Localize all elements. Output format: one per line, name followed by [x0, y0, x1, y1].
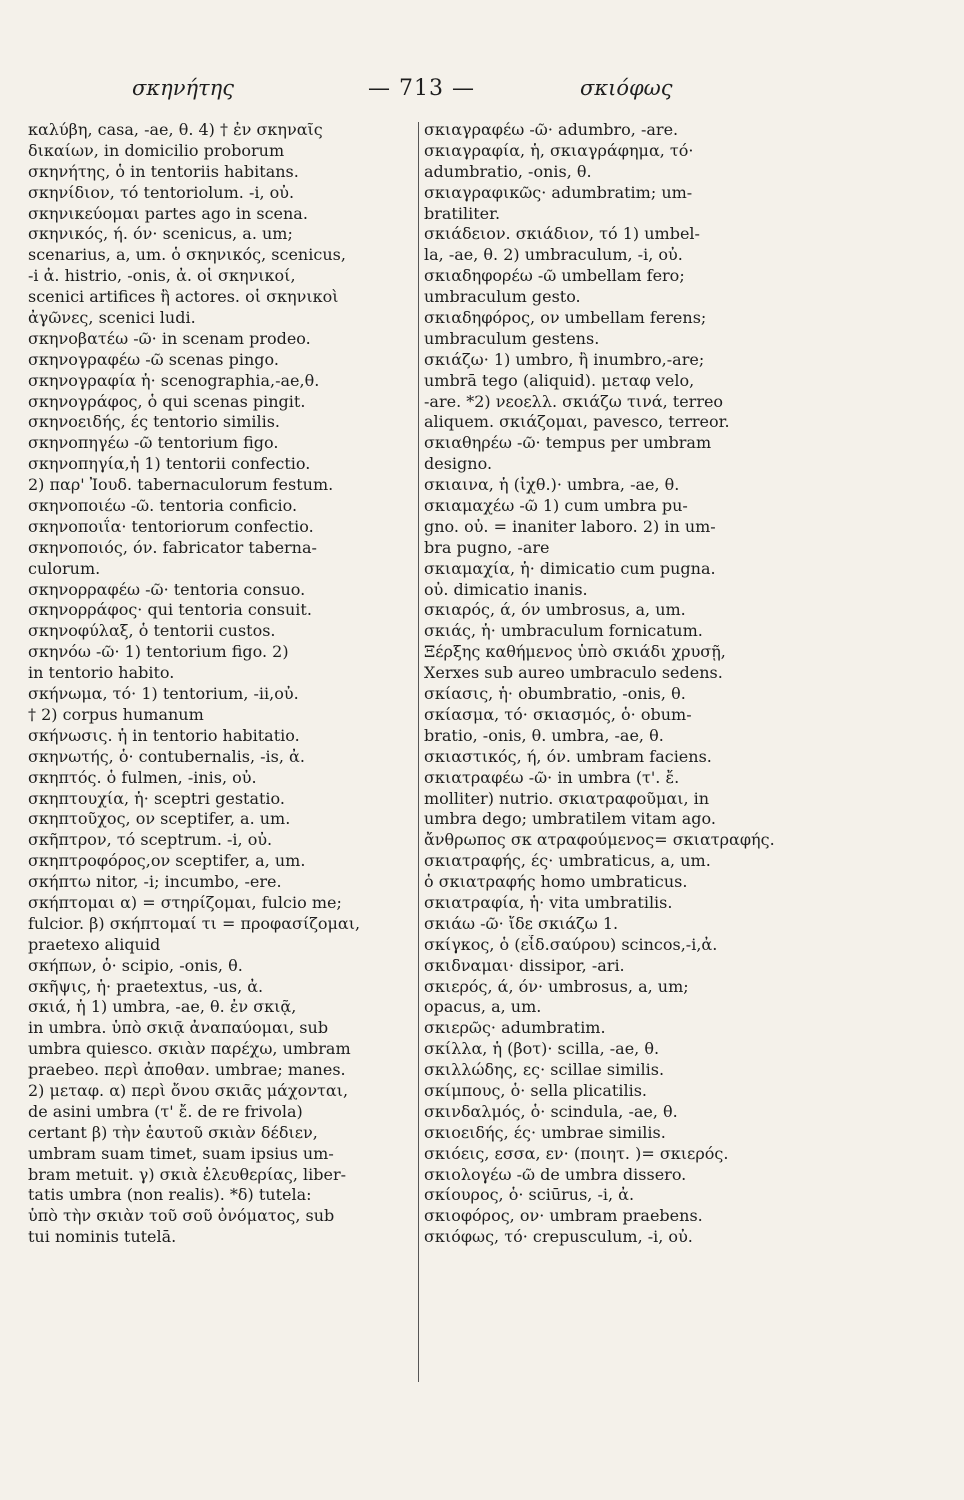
- entry-line: σκιαγραφία, ἡ, σκιαγράφημα, τό·: [424, 140, 694, 160]
- entry-line: σκιαμαχέω -ῶ 1) cum umbra pu-: [424, 496, 688, 516]
- entry-line: σκίλλα, ἡ (βοτ)· scilla, -ae, θ.: [424, 1039, 660, 1059]
- entry-line: la, -ae, θ. 2) umbraculum, -i, οὐ.: [424, 245, 683, 265]
- entry-line: σκιαγραφέω -ῶ· adumbro, -are.: [424, 120, 679, 139]
- entry-line: σκιά, ἡ 1) umbra, -ae, θ. ἐν σκιᾷ,: [28, 997, 297, 1017]
- entry-line: σκιατραφέω -ῶ· in umbra (τ'. ἔ.: [424, 767, 680, 787]
- entry-line: σκήνωμα, τό· 1) tentorium, -ii,οὐ.: [28, 684, 299, 704]
- entry-line: umbrā tego (aliquid). μεταφ velo,: [424, 370, 695, 390]
- entry-line: σκήπων, ὁ· scipio, -onis, θ.: [28, 955, 243, 975]
- entry-line: σκηνωτής, ὁ· contubernalis, -is, ἀ.: [28, 746, 305, 766]
- entry-line: 2) μεταφ. α) περὶ ὄνου σκιᾶς μάχονται,: [28, 1080, 349, 1100]
- entry-line: σκηνοφύλαξ, ὁ tentorii custos.: [28, 621, 276, 641]
- entry-line: culorum.: [28, 558, 101, 578]
- entry-line: δικαίων, in domicilio proborum: [28, 140, 285, 160]
- entry-line: 2) παρ' Ἰουδ. tabernaculorum festum.: [28, 475, 334, 495]
- entry-line: σκηνοποιέω -ῶ. tentoria conficio.: [28, 496, 298, 516]
- entry-line: σκιαγραφικῶς· adumbratim; um-: [424, 182, 693, 202]
- entry-line: σκηνοβατέω -ῶ· in scenam prodeo.: [28, 328, 311, 348]
- entry-line: opacus, a, um.: [424, 997, 542, 1017]
- entry-line: aliquem. σκιάζομαι, pavesco, terreor.: [424, 412, 730, 432]
- entry-line: σκηνοπηγέω -ῶ tentorium figo.: [28, 433, 279, 453]
- entry-line: σκιοειδής, ές· umbrae similis.: [424, 1122, 666, 1142]
- entry-line: σκηπτοῦχος, ον sceptifer, a. um.: [28, 809, 291, 829]
- entry-line: σκιαστικός, ή, όν. umbram faciens.: [424, 746, 712, 766]
- entry-line: σκηπτουχία, ἡ· sceptri gestatio.: [28, 788, 285, 808]
- entry-line: σκηνικεύομαι partes ago in scena.: [28, 203, 308, 223]
- entry-line: σκηνήτης, ὁ in tentoriis habitans.: [28, 161, 299, 181]
- entry-line: σκιατραφία, ἡ· vita umbratilis.: [424, 892, 673, 912]
- entry-line: σκιατραφής, ές· umbraticus, a, um.: [424, 851, 711, 871]
- entry-line: σκιόεις, εσσα, εν· (ποιητ. )= σκιερός.: [424, 1143, 729, 1163]
- entry-line: σκιερός, ά, όν· umbrosus, a, um;: [424, 976, 689, 996]
- entry-line: designo.: [424, 454, 493, 474]
- entry-line: σκιαδηφορέω -ῶ umbellam fero;: [424, 266, 685, 286]
- entry-line: σκηνογραφία ἡ· scenographia,-ae,θ.: [28, 370, 320, 390]
- entry-line: ὁ σκιατραφής homo umbraticus.: [424, 872, 688, 892]
- entry-line: σκηνοποιός, όν. fabricator taberna-: [28, 537, 317, 557]
- entry-line: σκηνοποιΐα· tentoriorum confectio.: [28, 516, 314, 536]
- entry-line: σκῆψις, ἡ· praetextus, -us, ἀ.: [28, 976, 264, 996]
- entry-line: σκιδναμαι· dissipor, -ari.: [424, 955, 625, 975]
- entry-line: Ξέρξης καθήμενος ὑπὸ σκιάδι χρυσῇ,: [424, 642, 726, 662]
- entry-line: umbra quiesco. σκιὰν παρέχω, umbram: [28, 1039, 351, 1059]
- entry-line: σκιάδειον. σκιάδιον, τό 1) umbel-: [424, 224, 700, 244]
- entry-line: de asini umbra (τ' ἔ. de re frivola): [28, 1101, 303, 1121]
- entry-line: σκιάζω· 1) umbro, ἢ inumbro,-are;: [424, 349, 705, 369]
- entry-line: σκίγκος, ὁ (εἶδ.σαύρου) scincos,-i,ἀ.: [424, 934, 718, 954]
- entry-line: σκηνίδιον, τό tentoriolum. -i, οὐ.: [28, 182, 295, 202]
- entry-line: σκινδαλμός, ὁ· scindula, -ae, θ.: [424, 1101, 678, 1121]
- entry-line: σκηνορραφέω -ῶ· tentoria consuo.: [28, 579, 306, 599]
- entry-line: fulcior. β) σκήπτομαί τι = προφασίζομαι,: [28, 913, 361, 933]
- entry-line: σκηνοπηγία,ἡ 1) tentorii confectio.: [28, 454, 311, 474]
- entry-line: σκηνορράφος· qui tentoria consuit.: [28, 600, 312, 620]
- entry-line: σκιερῶς· adumbratim.: [424, 1018, 606, 1038]
- entry-line: σκιαρός, ά, όν umbrosus, a, um.: [424, 600, 686, 620]
- entry-line: umbram suam timet, suam ipsius um-: [28, 1143, 334, 1163]
- right-column: [424, 120, 816, 1248]
- entry-line: σκιαδηφόρος, ον umbellam ferens;: [424, 308, 707, 328]
- entry-line: ὑπὸ τὴν σκιὰν τοῦ σοῦ ὀνόματος, sub: [28, 1206, 335, 1226]
- entry-line: umbra dego; umbratilem vitam ago.: [424, 809, 716, 829]
- entry-line: certant β) τὴν ἑαυτοῦ σκιὰν δέδιεν,: [28, 1122, 318, 1142]
- page-number: — 713 —: [368, 76, 475, 101]
- entry-line: praetexo aliquid: [28, 934, 161, 954]
- header-last-word: σκιόφως: [580, 76, 673, 100]
- entry-line: σκιαινα, ἡ (ἰχθ.)· umbra, -ae, θ.: [424, 475, 680, 495]
- entry-line: σκηνικός, ή. όν· scenicus, a. um;: [28, 224, 293, 244]
- entry-line: σκηνογραφέω -ῶ scenas pingo.: [28, 349, 279, 369]
- entry-line: σκιολογέω -ῶ de umbra dissero.: [424, 1164, 687, 1184]
- entry-line: σκιάω -ῶ· ἴδε σκιάζω 1.: [424, 913, 619, 933]
- entry-line: οὐ. dimicatio inanis.: [424, 579, 588, 599]
- running-head: [0, 76, 964, 110]
- entry-line: tui nominis tutelā.: [28, 1227, 177, 1247]
- left-column: [28, 120, 416, 1248]
- column-divider: [418, 122, 419, 1382]
- entry-line: σκιαθηρέω -ῶ· tempus per umbram: [424, 433, 712, 453]
- entry-line: ἀγῶνες, scenici ludi.: [28, 308, 196, 328]
- entry-line: σκήπτω nitor, -i; incumbo, -ere.: [28, 872, 282, 892]
- entry-line: σκιαμαχία, ἡ· dimicatio cum pugna.: [424, 558, 716, 578]
- entry-line: σκίουρος, ὁ· sciūrus, -i, ἀ.: [424, 1185, 635, 1205]
- entry-line: tatis umbra (non realis). *δ) tutela:: [28, 1185, 312, 1205]
- entry-line: umbraculum gestens.: [424, 328, 600, 348]
- entry-line: bra pugno, -are: [424, 537, 550, 557]
- entry-line: καλύβη, casa, -ae, θ. 4) † ἐν σκηναῖς: [28, 120, 323, 139]
- entry-line: gno. οὐ. = inaniter laboro. 2) in um-: [424, 516, 716, 536]
- header-first-word: σκηνήτης: [132, 76, 234, 100]
- entry-line: σκηνογράφος, ὁ qui scenas pingit.: [28, 391, 306, 411]
- entry-line: in tentorio habito.: [28, 663, 175, 683]
- entry-line: molliter) nutrio. σκιατραφοῦμαι, in: [424, 788, 710, 808]
- entry-line: bratiliter.: [424, 203, 501, 223]
- entry-line: -i ἀ. histrio, -onis, ἀ. οἱ σκηνικοί,: [28, 266, 296, 286]
- entry-line: σκιάς, ἡ· umbraculum fornicatum.: [424, 621, 703, 641]
- entry-line: σκηνόω -ῶ· 1) tentorium figo. 2): [28, 642, 289, 662]
- entry-line: σκιοφόρος, ον· umbram praebens.: [424, 1206, 703, 1226]
- entry-line: praebeo. περὶ ἀποθαν. umbrae; manes.: [28, 1060, 346, 1080]
- entry-line: -are. *2) νεοελλ. σκιάζω τινά, terreo: [424, 391, 724, 411]
- entry-line: σκίμπους, ὁ· sella plicatilis.: [424, 1080, 647, 1100]
- entry-line: adumbratio, -onis, θ.: [424, 161, 592, 181]
- entry-line: scenarius, a, um. ὁ σκηνικός, scenicus,: [28, 245, 346, 265]
- entry-line: σκήπτομαι α) = στηρίζομαι, fulcio me;: [28, 892, 342, 912]
- entry-line: σκιόφως, τό· crepusculum, -i, οὐ.: [424, 1227, 693, 1247]
- entry-line: in umbra. ὑπὸ σκιᾷ ἀναπαύομαι, sub: [28, 1018, 329, 1038]
- entry-line: umbraculum gesto.: [424, 287, 581, 307]
- entry-line: σκηπτός. ὁ fulmen, -inis, οὐ.: [28, 767, 257, 787]
- entry-line: σκιλλώδης, ες· scillae similis.: [424, 1060, 665, 1080]
- entry-line: Xerxes sub aureo umbraculo sedens.: [424, 663, 723, 683]
- entry-line: σκηπτροφόρος,ον sceptifer, a, um.: [28, 851, 306, 871]
- entry-line: scenici artifices ἢ actores. οἱ σκηνικοὶ: [28, 287, 339, 307]
- entry-line: ἄνθρωπος σκ ατραφούμενος= σκιατραφής.: [424, 830, 775, 850]
- entry-line: σκῆπτρον, τό sceptrum. -i, οὐ.: [28, 830, 273, 850]
- entry-line: σκήνωσις. ἡ in tentorio habitatio.: [28, 725, 300, 745]
- entry-line: † 2) corpus humanum: [28, 704, 204, 724]
- entry-line: σκηνοειδής, ές tentorio similis.: [28, 412, 281, 432]
- entry-line: σκίασις, ἡ· obumbratio, -onis, θ.: [424, 684, 686, 704]
- entry-line: bratio, -onis, θ. umbra, -ae, θ.: [424, 725, 664, 745]
- entry-line: σκίασμα, τό· σκιασμός, ὁ· obum-: [424, 704, 692, 724]
- entry-line: bram metuit. γ) σκιὰ ἐλευθερίας, liber-: [28, 1164, 347, 1184]
